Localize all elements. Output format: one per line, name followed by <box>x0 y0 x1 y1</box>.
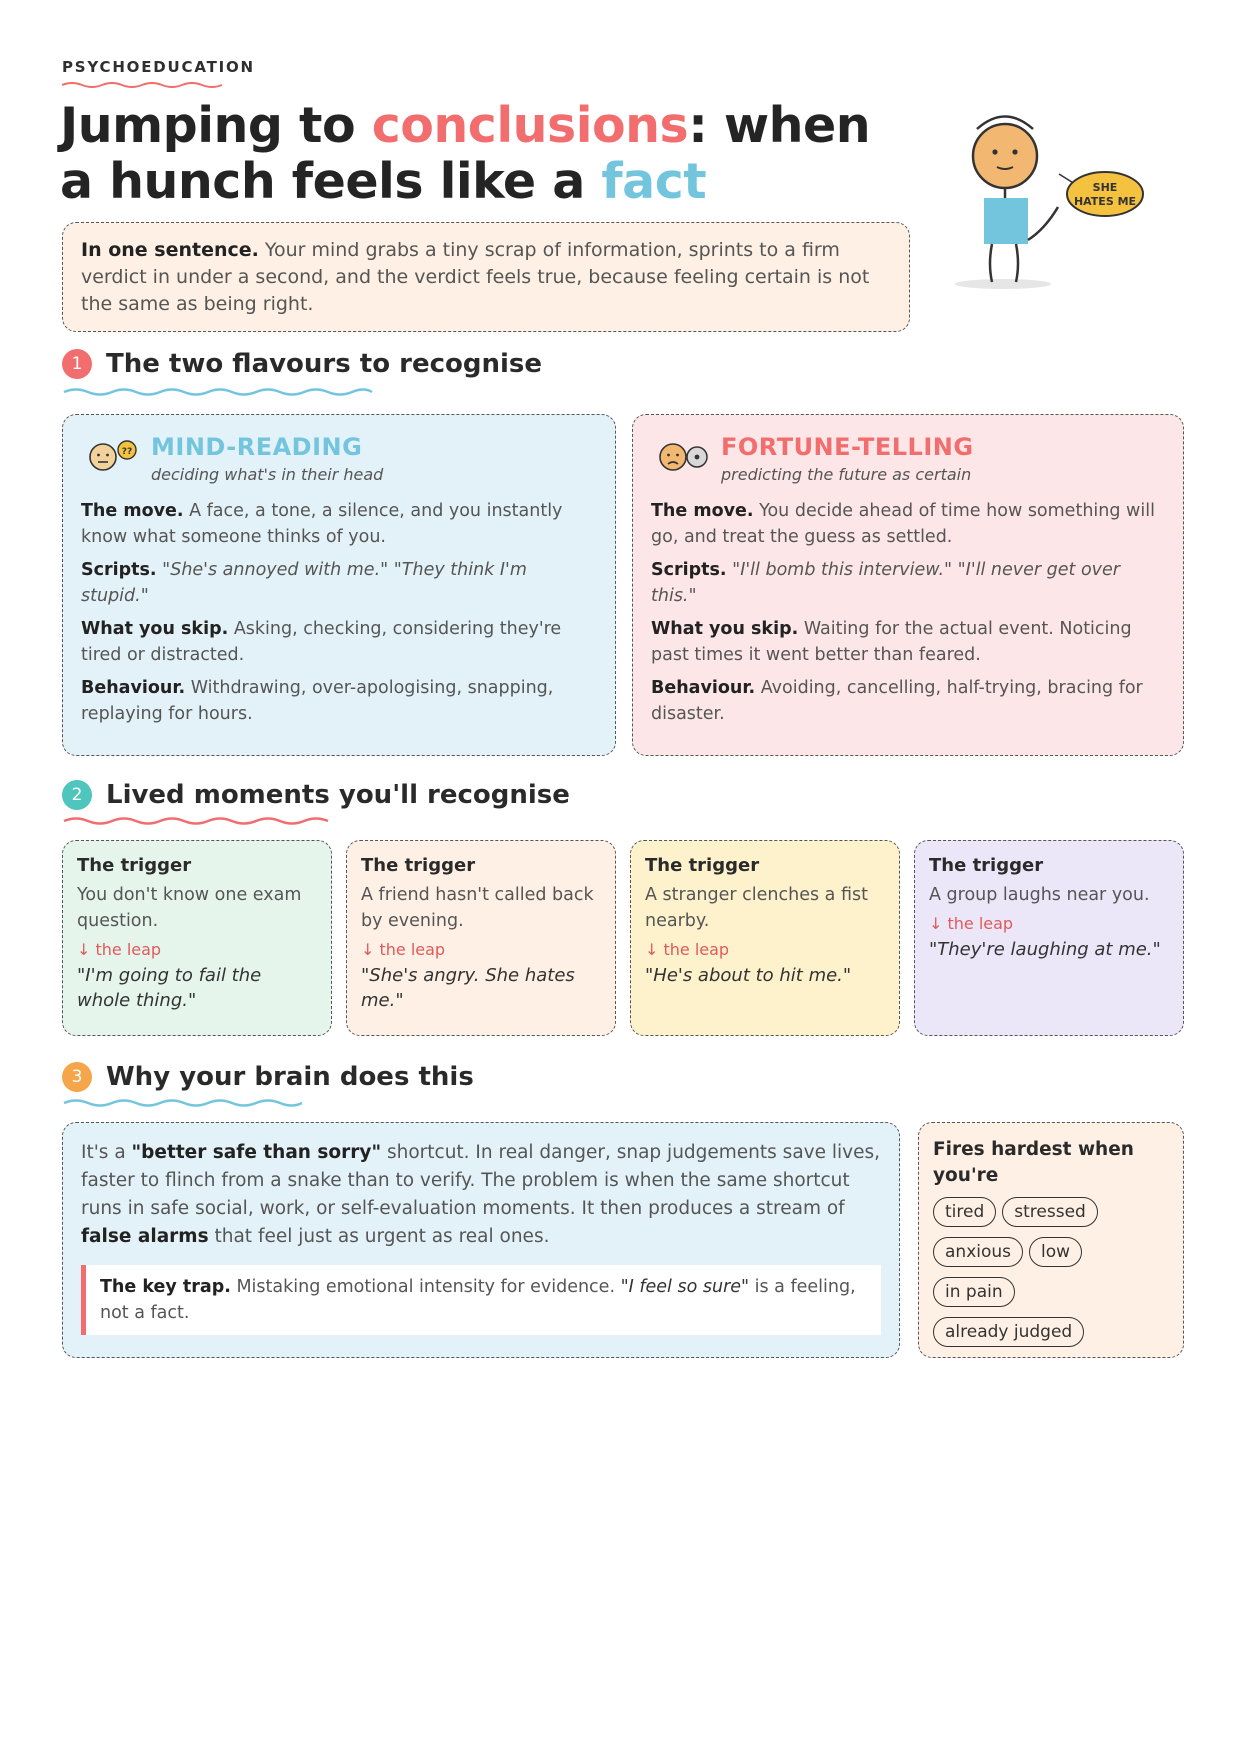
flavour-subtitle: deciding what's in their head <box>151 465 384 484</box>
moment-card <box>62 840 332 1036</box>
leap-label: ↓ the leap <box>645 940 730 959</box>
behaviour-row <box>651 675 1165 727</box>
mascot-illustration <box>955 104 1155 294</box>
bubble-text-2: HATES ME <box>1073 195 1137 208</box>
chip-low: low <box>1029 1237 1082 1267</box>
why-bold-1: "better safe than sorry" <box>131 1142 382 1163</box>
trigger-text: A group laughs near you. <box>929 885 1150 905</box>
title-highlight-conclusions: conclusions <box>371 97 689 154</box>
section-3-underline <box>62 1097 304 1109</box>
bubble-text-1: SHE <box>1092 181 1118 194</box>
card-fortune-telling <box>632 414 1184 756</box>
title-part2: : when a hunch feels like a <box>60 97 871 210</box>
why-box <box>62 1122 900 1358</box>
chip-already-judged: already judged <box>933 1317 1084 1347</box>
behaviour-label: Behaviour. <box>81 678 186 698</box>
thinking-faces-icon <box>81 435 141 475</box>
scripts-label: Scripts. <box>81 560 157 580</box>
move-label: The move. <box>651 501 754 521</box>
scripts-text: "She's annoyed with me." "They think I'm stupid." <box>81 560 527 606</box>
scripts-row <box>81 557 597 609</box>
skip-text: Asking, checking, considering they're tired or distracted. <box>81 619 562 665</box>
move-label: The move. <box>81 501 184 521</box>
condition-chips <box>933 1197 1133 1357</box>
section-title: The two flavours to recognise <box>106 349 542 379</box>
scripts-row <box>651 557 1165 609</box>
flavour-name: MIND-READING <box>151 433 363 461</box>
section-number-badge: 1 <box>62 349 92 379</box>
speech-bubble <box>1067 172 1143 216</box>
skip-label: What you skip. <box>81 619 229 639</box>
skip-row <box>81 616 597 668</box>
section-title: Why your brain does this <box>106 1062 474 1092</box>
chip-stressed: stressed <box>1002 1197 1098 1227</box>
moment-card <box>630 840 900 1036</box>
title-part1: Jumping to <box>60 97 372 154</box>
summary-text: Your mind grabs a tiny scrap of information, sprints to a firm verdict in under a second, and the verdict feels true, because feeling certain is not the same as being right. <box>81 239 870 315</box>
section-3-header <box>62 1062 474 1092</box>
trigger-text: A friend hasn't called back by evening. <box>361 885 594 931</box>
trigger-text: A stranger clenches a fist nearby. <box>645 885 868 931</box>
move-text: You decide ahead of time how something will go, and treat the guess as settled. <box>651 501 1155 547</box>
trap-end: is a feeling, not a fact. <box>100 1277 856 1323</box>
behaviour-label: Behaviour. <box>651 678 756 698</box>
summary-box <box>62 222 910 332</box>
scripts-label: Scripts. <box>651 560 727 580</box>
svg-text:??: ?? <box>121 447 133 457</box>
key-trap-callout <box>81 1265 881 1335</box>
move-row <box>651 498 1165 550</box>
kicker-underline <box>60 80 230 90</box>
why-text-1: It's a <box>81 1142 132 1163</box>
trap-quote: "I feel so sure" <box>620 1277 750 1297</box>
section-number-badge: 3 <box>62 1062 92 1092</box>
section-1-underline <box>62 386 374 398</box>
moment-card <box>346 840 616 1036</box>
fires-title: Fires hardest when you're <box>933 1139 1134 1186</box>
leap-quote: "They're laughing at me." <box>929 939 1161 960</box>
moment-card <box>914 840 1184 1036</box>
trap-label: The key trap. <box>100 1277 231 1297</box>
flavour-subtitle: predicting the future as certain <box>721 465 972 484</box>
trigger-label: The trigger <box>929 855 1044 876</box>
chip-in-pain: in pain <box>933 1277 1015 1307</box>
why-text-2: shortcut. In real danger, snap judgements save lives, faster to flinch from a snake than to verify. The problem is when the same shortcut runs in safe social, work, or self-evaluation moments. It then produces a stream of <box>81 1142 880 1219</box>
kicker: PSYCHOEDUCATION <box>62 58 255 76</box>
flavour-name: FORTUNE-TELLING <box>721 433 974 461</box>
chip-anxious: anxious <box>933 1237 1023 1267</box>
scripts-text: "I'll bomb this interview." "I'll never get over this." <box>651 560 1120 606</box>
skip-label: What you skip. <box>651 619 799 639</box>
why-text-3: that feel just as urgent as real ones. <box>208 1226 550 1247</box>
move-text: A face, a tone, a silence, and you instantly know what someone thinks of you. <box>81 501 563 547</box>
section-title: Lived moments you'll recognise <box>106 780 570 810</box>
section-2-underline <box>62 815 334 827</box>
card-mind-reading <box>62 414 616 756</box>
leap-quote: "He's about to hit me." <box>645 965 852 986</box>
summary-lead: In one sentence. <box>81 239 259 261</box>
skip-row <box>651 616 1165 668</box>
move-row <box>81 498 597 550</box>
why-paragraph <box>81 1139 881 1251</box>
behaviour-text: Withdrawing, over-apologising, snapping, replaying for hours. <box>81 678 554 724</box>
section-2-header <box>62 780 570 810</box>
trigger-text: You don't know one exam question. <box>77 885 302 931</box>
page-title <box>60 98 890 210</box>
leap-label: ↓ the leap <box>77 940 162 959</box>
crystal-ball-faces-icon <box>651 435 711 475</box>
leap-quote: "I'm going to fail the whole thing." <box>77 965 262 1011</box>
skip-text: Waiting for the actual event. Noticing past times it went better than feared. <box>651 619 1132 665</box>
fires-hardest-box <box>918 1122 1184 1358</box>
leap-quote: "She's angry. She hates me." <box>361 965 575 1011</box>
why-bold-2: false alarms <box>81 1226 209 1247</box>
trigger-label: The trigger <box>77 855 192 876</box>
trap-text: Mistaking emotional intensity for evidence. <box>230 1277 621 1297</box>
title-highlight-fact: fact <box>601 153 707 210</box>
behaviour-row <box>81 675 597 727</box>
trigger-label: The trigger <box>361 855 476 876</box>
leap-label: ↓ the leap <box>361 940 446 959</box>
trigger-label: The trigger <box>645 855 760 876</box>
chip-tired: tired <box>933 1197 996 1227</box>
leap-label: ↓ the leap <box>929 914 1014 933</box>
section-number-badge: 2 <box>62 780 92 810</box>
behaviour-text: Avoiding, cancelling, half-trying, bracing for disaster. <box>651 678 1143 724</box>
section-1-header <box>62 349 542 379</box>
